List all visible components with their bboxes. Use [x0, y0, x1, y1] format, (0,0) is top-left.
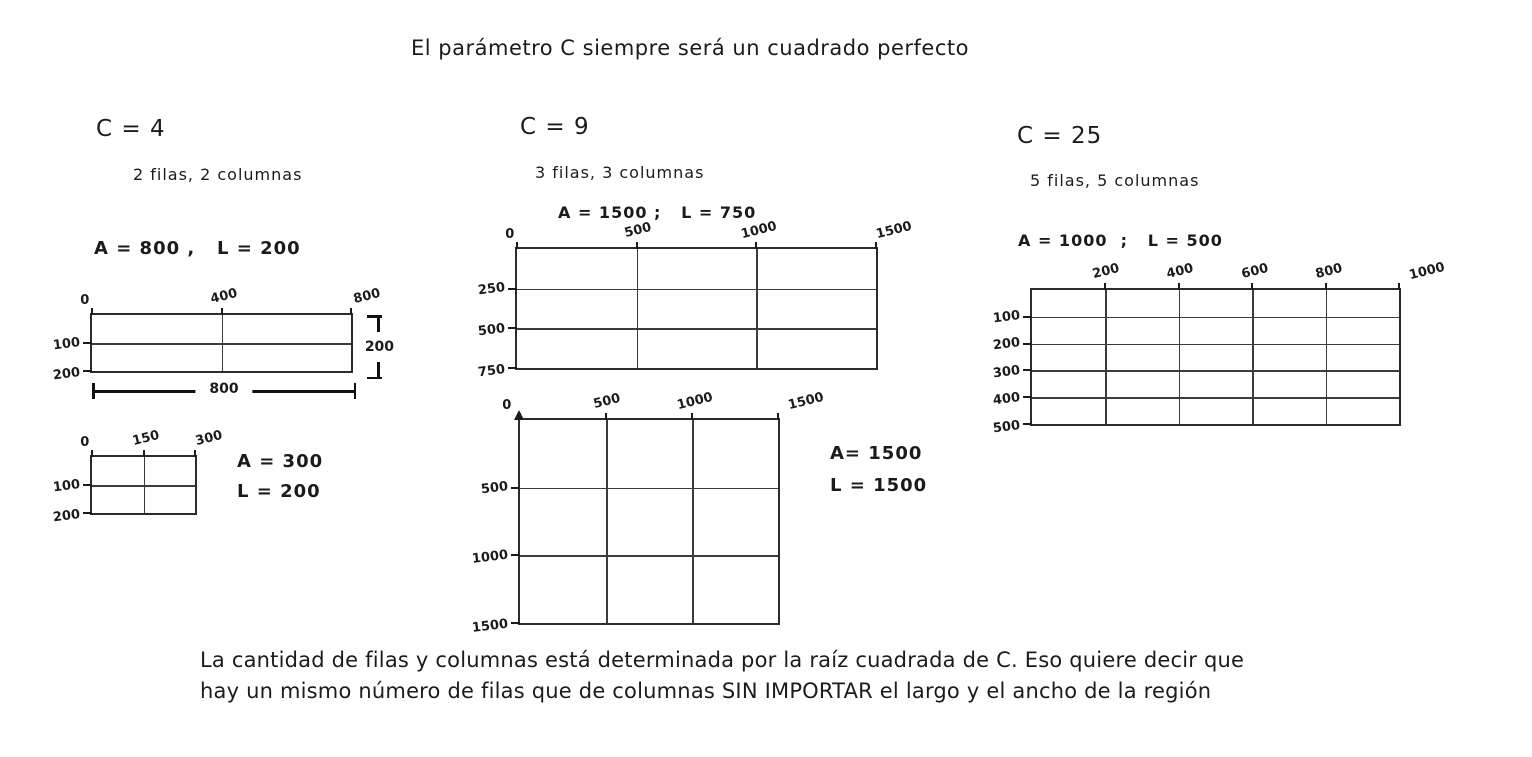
tick-label: 100 — [992, 307, 1021, 326]
tick-label: 100 — [52, 335, 81, 354]
dimension-cap — [354, 383, 357, 399]
tick-mark — [91, 450, 93, 457]
dimension-cap — [367, 377, 382, 380]
tick-mark — [1398, 283, 1400, 290]
tick-label: 100 — [52, 477, 81, 496]
c9-length-label-2: L = 1500 — [830, 475, 928, 496]
tick-mark — [1104, 283, 1106, 290]
tick-mark — [91, 308, 93, 315]
c4-grid-1 — [52, 285, 382, 384]
tick-mark — [1251, 283, 1253, 290]
tick-mark — [511, 622, 520, 624]
tick-label: 1500 — [874, 218, 914, 243]
grid-line — [637, 249, 639, 368]
grid-line — [606, 420, 608, 623]
tick-mark — [636, 242, 638, 249]
tick-mark — [508, 288, 517, 290]
tick-label: 500 — [592, 390, 623, 413]
c25-subtitle: 5 filas, 5 columnas — [1030, 171, 1200, 190]
c9-grid-2 — [471, 389, 826, 636]
c25-header: C = 25 — [1017, 123, 1103, 149]
grid-line — [692, 420, 694, 623]
grid-line — [1032, 370, 1399, 372]
grid-line — [520, 488, 778, 490]
tick-label: 800 — [352, 285, 382, 308]
tick-mark — [83, 370, 92, 372]
tick-label: 400 — [208, 285, 239, 308]
c25-grid — [992, 259, 1447, 437]
tick-mark — [508, 327, 517, 329]
grid-line — [520, 555, 778, 557]
grid-line — [517, 328, 876, 330]
tick-label: 1000 — [739, 218, 779, 243]
c4-area-length-label: A = 800 , L = 200 — [94, 238, 301, 259]
c9-area-length-label: A = 1500 ; L = 750 — [558, 203, 757, 222]
tick-label: 0 — [502, 398, 512, 413]
tick-label: 200 — [1091, 260, 1122, 283]
tick-label: 400 — [1165, 260, 1196, 283]
tick-mark — [1325, 283, 1327, 290]
tick-mark — [516, 242, 518, 249]
tick-mark — [1023, 369, 1032, 371]
tick-mark — [1023, 396, 1032, 398]
tick-mark — [83, 342, 92, 344]
grid-line — [92, 485, 195, 487]
tick-mark — [221, 308, 223, 315]
tick-mark — [755, 242, 757, 249]
tick-mark — [875, 242, 877, 249]
tick-label: 500 — [992, 418, 1021, 437]
c9-header: C = 9 — [520, 114, 590, 140]
grid-line — [1105, 290, 1107, 424]
c9-grid-1 — [477, 218, 914, 381]
tick-label: 0 — [80, 435, 90, 450]
tick-label: 600 — [1239, 260, 1270, 283]
tick-mark — [511, 487, 520, 489]
tick-label: 1000 — [1407, 259, 1447, 284]
tick-mark — [777, 413, 779, 420]
grid-line — [1032, 317, 1399, 319]
tick-mark — [691, 413, 693, 420]
tick-label: 1500 — [786, 389, 826, 414]
c4-header: C = 4 — [96, 116, 166, 142]
dimension-label: 200 — [364, 339, 395, 355]
grid-line — [756, 249, 758, 368]
tick-mark — [83, 484, 92, 486]
tick-label: 200 — [52, 507, 81, 526]
tick-label: 250 — [477, 280, 506, 299]
c4-length-label-2: L = 200 — [237, 481, 321, 502]
footer-note — [200, 645, 1380, 707]
footer-line-1: La cantidad de filas y columnas está determinada por la raíz cuadrada de C. Eso quiere decir que — [200, 648, 1245, 672]
tick-mark — [194, 450, 196, 457]
tick-label: 200 — [52, 365, 81, 384]
tick-mark — [1023, 423, 1032, 425]
c4-area-label-2: A = 300 — [237, 451, 324, 472]
grid-line — [1179, 290, 1181, 424]
tick-mark — [1178, 283, 1180, 290]
page-title: El parámetro C siempre será un cuadrado perfecto — [411, 36, 969, 60]
tick-label: 400 — [992, 390, 1021, 409]
tick-label: 800 — [1313, 260, 1344, 283]
tick-label: 1500 — [471, 616, 509, 636]
tick-label: 500 — [480, 479, 509, 498]
tick-label: 750 — [477, 362, 506, 381]
dimension-cap — [367, 315, 382, 318]
c4-subtitle: 2 filas, 2 columnas — [133, 165, 303, 184]
tick-mark — [143, 450, 145, 457]
grid-line — [517, 289, 876, 291]
c4-height-dimension — [364, 315, 395, 379]
tick-label: 1000 — [675, 389, 715, 414]
tick-mark — [1023, 343, 1032, 345]
tick-mark — [508, 367, 517, 369]
grid-line — [92, 343, 351, 345]
grid-line — [1326, 290, 1328, 424]
tick-mark — [511, 554, 520, 556]
tick-label: 500 — [477, 321, 506, 340]
tick-mark — [83, 512, 92, 514]
tick-label: 0 — [80, 293, 90, 308]
tick-label: 300 — [992, 362, 1021, 382]
tick-label: 200 — [992, 335, 1021, 354]
footer-line-2: hay un mismo número de filas que de columnas SIN IMPORTAR el largo y el ancho de la región — [200, 679, 1212, 703]
grid-line — [1032, 344, 1399, 346]
tick-label: 1000 — [471, 547, 509, 567]
grid-line — [1032, 397, 1399, 399]
tick-mark — [605, 413, 607, 420]
dimension-line — [377, 316, 380, 332]
grid-line — [1252, 290, 1254, 424]
c9-area-label-2: A= 1500 — [830, 443, 923, 464]
tick-label: 500 — [623, 219, 653, 242]
tick-label: 150 — [130, 427, 161, 450]
tick-mark — [1023, 316, 1032, 318]
tick-label: 0 — [505, 227, 515, 242]
dimension-label: 800 — [195, 381, 252, 397]
c4-grid-2 — [52, 427, 224, 526]
tick-mark — [350, 308, 352, 315]
c9-subtitle: 3 filas, 3 columnas — [535, 163, 705, 182]
tick-label: 300 — [194, 427, 224, 450]
axis-arrow-icon — [514, 410, 524, 420]
c25-area-length-label: A = 1000 ; L = 500 — [1018, 231, 1223, 250]
